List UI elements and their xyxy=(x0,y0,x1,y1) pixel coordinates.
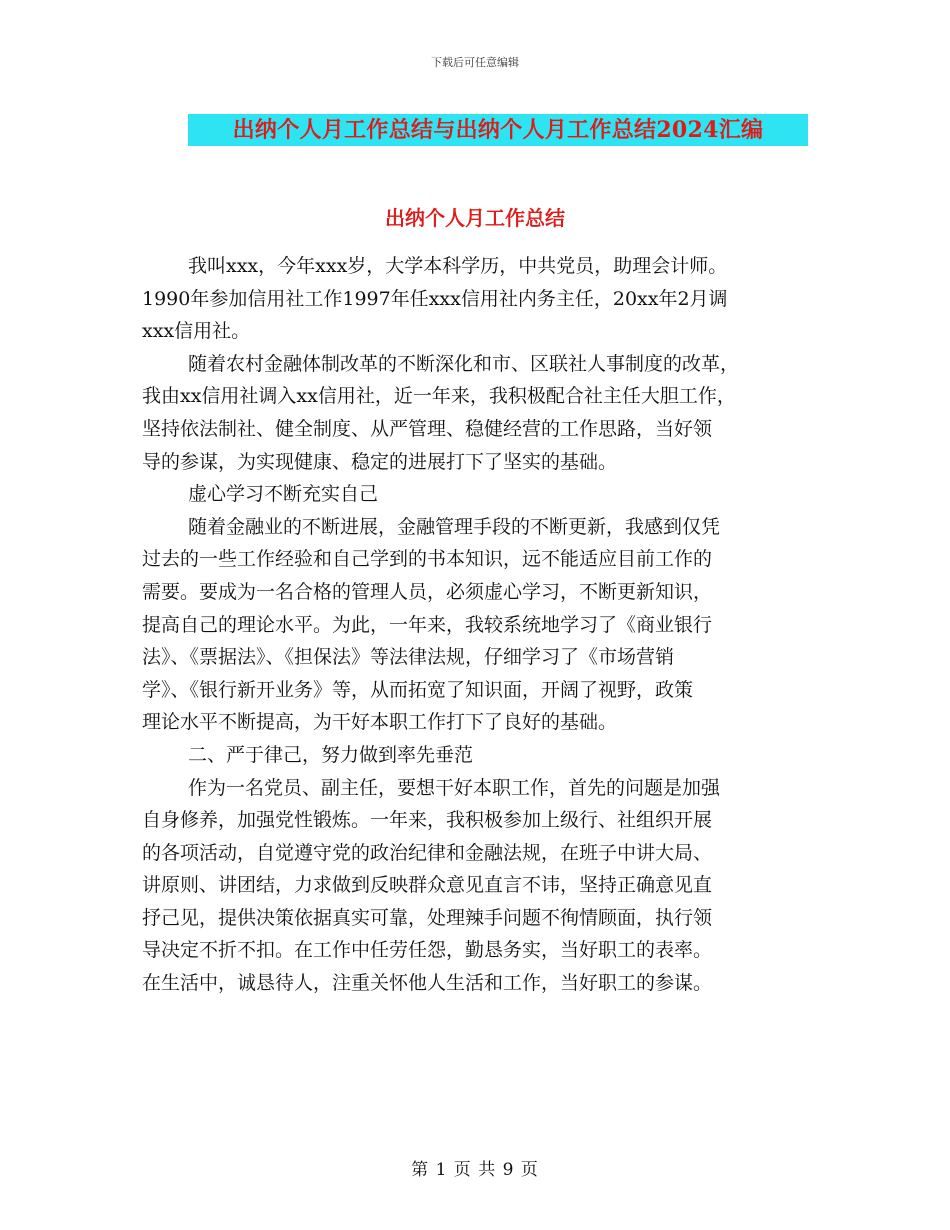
paragraph-line: 学》、《银行新开业务》等，从而拓宽了知识面，开阔了视野，政策 xyxy=(142,678,694,701)
paragraph-line: 需要。要成为一名合格的管理人员，必须虚心学习，不断更新知识， xyxy=(142,580,713,603)
paragraph-line: 坚持依法制社、健全制度、从严管理、稳健经营的工作思路，当好领 xyxy=(142,417,713,440)
paragraph-line: 的各项活动，自觉遵守党的政治纪律和金融法规，在班子中讲大局、 xyxy=(142,841,713,864)
paragraph-line: 随着农村金融体制改革的不断深化和市、区联社人事制度的改革， xyxy=(188,352,740,375)
paragraph-line: 在生活中，诚恳待人，注重关怀他人生活和工作，当好职工的参谋。 xyxy=(142,972,713,995)
paragraph-line: 理论水平不断提高，为干好本职工作打下了良好的基础。 xyxy=(142,711,618,734)
section-title: 出纳个人月工作总结 xyxy=(385,206,565,230)
paragraph-line: 作为一名党员、副主任，要想干好本职工作，首先的问题是加强 xyxy=(188,776,721,799)
subheading-line: 二、严于律己，努力做到率先垂范 xyxy=(188,743,474,766)
paragraph-line: 法》、《票据法》、《担保法》等法律法规，仔细学习了《市场营销 xyxy=(142,646,675,669)
header-note: 下载后可任意编辑 xyxy=(431,56,519,69)
paragraph-line: 我叫xxx，今年xxx岁，大学本科学历，中共党员，助理会计师。 xyxy=(188,255,728,277)
paragraph-line: 讲原则、讲团结，力求做到反映群众意见直言不讳，坚持正确意见直 xyxy=(142,874,713,897)
body-text xyxy=(142,250,822,1000)
document-title: 出纳个人月工作总结与出纳个人月工作总结2024汇编 xyxy=(232,117,764,143)
paragraph-line: 导决定不折不扣。在工作中任劳任怨，勤恳务实，当好职工的表率。 xyxy=(142,939,713,962)
paragraph-line: 自身修养，加强党性锻炼。一年来，我积极参加上级行、社组织开展 xyxy=(142,809,713,832)
subheading-line: 虚心学习不断充实自己 xyxy=(188,483,379,506)
paragraph-line: xxx信用社。 xyxy=(142,320,251,343)
paragraph-line: 导的参谋，为实现健康、稳定的进展打下了坚实的基础。 xyxy=(142,450,618,473)
page-footer: 第 1 页 共 9 页 xyxy=(411,1160,539,1180)
paragraph-line: 过去的一些工作经验和自己学到的书本知识，远不能适应目前工作的 xyxy=(142,548,713,571)
paragraph-line: 提高自己的理论水平。为此，一年来，我较系统地学习了《商业银行 xyxy=(142,613,713,636)
paragraph-line: 1990年参加信用社工作1997年任xxx信用社内务主任，20xx年2月调 xyxy=(142,287,728,310)
paragraph-line: 随着金融业的不断进展，金融管理手段的不断更新，我感到仅凭 xyxy=(188,515,721,538)
paragraph-line: 我由xx信用社调入xx信用社，近一年来，我积极配合社主任大胆工作， xyxy=(142,385,736,408)
paragraph-line: 抒己见，提供决策依据真实可靠，处理辣手问题不徇情顾面，执行领 xyxy=(142,906,713,929)
